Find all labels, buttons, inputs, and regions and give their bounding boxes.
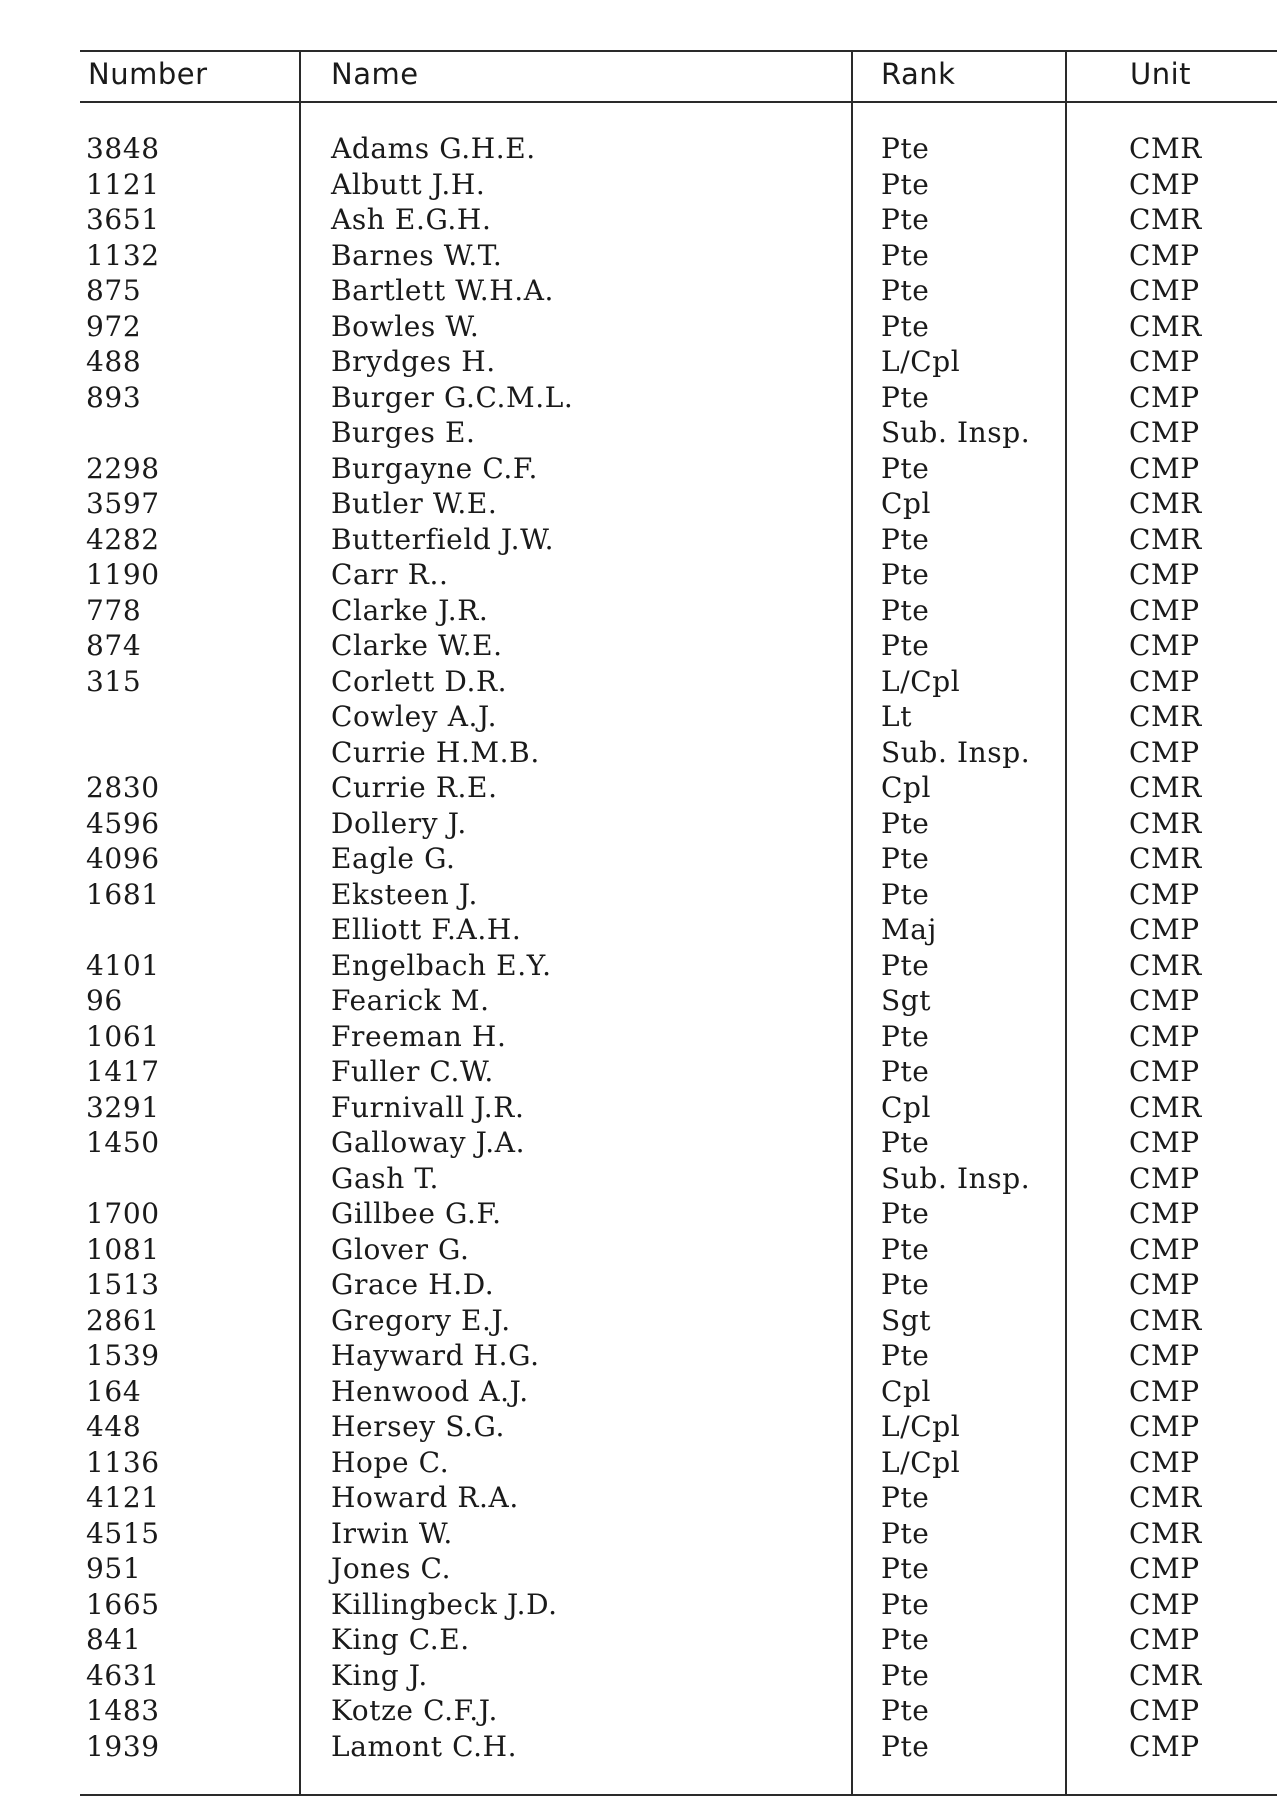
cell-rank: Pte [881,522,930,556]
cell-rank: Lt [881,700,913,733]
cell-name: Gregory E.J. [331,1303,511,1337]
cell-rank: L/Cpl [881,345,961,378]
cell-unit: CMP [1129,238,1200,272]
cell-rank: Pte [881,1729,930,1763]
cell-name: Furnivall J.R. [331,1090,525,1124]
cell-rank: Pte [881,238,930,272]
table-row [80,877,1277,913]
cell-rank: Pte [881,451,930,485]
cell-number: 1539 [86,1339,160,1372]
cell-unit: CMR [1129,132,1202,165]
cell-number: 4101 [86,948,160,982]
table-row [80,451,1277,487]
cell-rank: Pte [881,1481,930,1514]
cell-rank: Cpl [881,487,932,520]
cell-rank: Cpl [881,1374,932,1408]
table-row [80,131,1277,167]
cell-rank: Pte [881,132,930,165]
cell-number: 951 [86,1552,142,1585]
cell-unit: CMP [1129,1729,1200,1763]
cell-unit: CMR [1129,1481,1202,1514]
cell-number: 96 [86,984,123,1017]
table-header-rule [80,101,1277,103]
table-top-rule [80,50,1277,52]
cell-unit: CMR [1129,700,1202,733]
cell-number: 3848 [86,132,160,165]
table-row [80,1693,1277,1729]
cell-number: 841 [86,1623,142,1656]
cell-unit: CMP [1129,1161,1200,1195]
cell-rank: Maj [881,913,937,946]
cell-rank: Pte [881,1019,930,1053]
cell-rank: Pte [881,274,930,307]
cell-number: 1700 [86,1197,160,1230]
cell-unit: CMP [1129,380,1200,414]
table-row [80,167,1277,203]
cell-number: 2861 [86,1303,160,1337]
roll-table [80,50,1277,1795]
cell-unit: CMP [1129,558,1200,591]
cell-name: Glover G. [331,1232,470,1266]
table-row [80,1303,1277,1339]
cell-rank: Pte [881,948,930,982]
cell-number: 1132 [86,238,160,272]
cell-rank: Pte [881,380,930,414]
cell-name: King C.E. [331,1623,470,1656]
cell-unit: CMP [1129,416,1200,449]
cell-number: 1121 [86,167,160,201]
table-row [80,380,1277,416]
cell-unit: CMP [1129,984,1200,1017]
column-header-number: Number [88,57,208,91]
cell-number: 2830 [86,771,160,804]
cell-rank: Pte [881,1658,930,1692]
table-row [80,1480,1277,1516]
cell-number: 1450 [86,1126,160,1159]
cell-number: 1136 [86,1445,160,1479]
cell-number: 1483 [86,1694,160,1727]
cell-name: Brydges H. [331,345,496,378]
cell-unit: CMR [1129,1090,1202,1124]
table-row [80,1658,1277,1694]
table-row [80,1054,1277,1090]
cell-rank: Sgt [881,1303,932,1337]
cell-unit: CMP [1129,345,1200,378]
cell-name: Ash E.G.H. [331,203,492,236]
table-row [80,273,1277,309]
cell-unit: CMR [1129,842,1202,875]
cell-name: Clarke J.R. [331,593,489,627]
cell-unit: CMP [1129,1268,1200,1301]
table-row [80,1196,1277,1232]
cell-unit: CMP [1129,1197,1200,1230]
table-row [80,238,1277,274]
cell-name: King J. [331,1658,428,1692]
cell-rank: Pte [881,309,930,343]
cell-number: 1417 [86,1055,160,1088]
cell-name: Dollery J. [331,806,467,840]
cell-name: Cowley A.J. [331,700,498,733]
table-row [80,344,1277,380]
cell-number: 1061 [86,1019,160,1053]
cell-unit: CMP [1129,1232,1200,1266]
table-row [80,1161,1277,1197]
cell-rank: Pte [881,1587,930,1621]
table-row [80,770,1277,806]
cell-name: Barnes W.T. [331,238,503,272]
cell-rank: Pte [881,1126,930,1159]
cell-name: Burges E. [331,416,476,449]
cell-number: 448 [86,1410,142,1443]
column-header-rank: Rank [881,57,956,91]
cell-rank: Pte [881,1197,930,1230]
table-row [80,699,1277,735]
cell-unit: CMR [1129,1658,1202,1692]
cell-name: Jones C. [331,1552,452,1585]
cell-unit: CMP [1129,1339,1200,1372]
cell-rank: Cpl [881,771,932,804]
table-row [80,664,1277,700]
cell-unit: CMP [1129,629,1200,662]
table-row [80,1409,1277,1445]
cell-number: 1665 [86,1587,160,1621]
cell-unit: CMR [1129,487,1202,520]
cell-name: Engelbach E.Y. [331,948,552,982]
table-row [80,1267,1277,1303]
cell-name: Howard R.A. [331,1481,519,1514]
cell-rank: Pte [881,593,930,627]
cell-rank: L/Cpl [881,1410,961,1443]
cell-rank: Sgt [881,984,932,1017]
cell-unit: CMR [1129,1303,1202,1337]
table-row [80,912,1277,948]
cell-unit: CMR [1129,948,1202,982]
table-row [80,1125,1277,1161]
cell-name: Grace H.D. [331,1268,495,1301]
table-row [80,522,1277,558]
table-row [80,1019,1277,1055]
cell-rank: Cpl [881,1090,932,1124]
cell-unit: CMR [1129,806,1202,840]
cell-rank: Pte [881,1694,930,1727]
cell-unit: CMP [1129,1587,1200,1621]
table-row [80,1090,1277,1126]
cell-rank: Sub. Insp. [881,416,1031,449]
cell-rank: Pte [881,203,930,236]
cell-name: Fuller C.W. [331,1055,494,1088]
cell-unit: CMR [1129,522,1202,556]
cell-name: Bartlett W.H.A. [331,274,555,307]
cell-unit: CMP [1129,451,1200,485]
cell-rank: Pte [881,1268,930,1301]
cell-rank: Pte [881,1552,930,1585]
cell-rank: Pte [881,629,930,662]
cell-number: 4282 [86,522,160,556]
cell-unit: CMR [1129,1516,1202,1550]
table-row [80,735,1277,771]
cell-unit: CMP [1129,735,1200,769]
cell-name: Irwin W. [331,1516,453,1550]
cell-name: Galloway J.A. [331,1126,526,1159]
cell-rank: L/Cpl [881,1445,961,1479]
cell-number: 875 [86,274,142,307]
cell-name: Henwood A.J. [331,1374,529,1408]
cell-unit: CMP [1129,1374,1200,1408]
cell-rank: Pte [881,842,930,875]
cell-number: 778 [86,593,142,627]
cell-rank: Pte [881,558,930,591]
cell-number: 1513 [86,1268,160,1301]
cell-number: 3651 [86,203,160,236]
cell-rank: Pte [881,877,930,911]
cell-name: Eagle G. [331,842,456,875]
cell-number: 164 [86,1374,142,1408]
table-row [80,486,1277,522]
table-row [80,1587,1277,1623]
cell-number: 4121 [86,1481,160,1514]
cell-rank: Pte [881,1339,930,1372]
table-row [80,1551,1277,1587]
cell-name: Currie H.M.B. [331,735,540,769]
cell-name: Butler W.E. [331,487,498,520]
cell-name: Currie R.E. [331,771,498,804]
cell-name: Corlett D.R. [331,664,508,698]
cell-rank: Sub. Insp. [881,735,1031,769]
table-row [80,202,1277,238]
cell-unit: CMP [1129,167,1200,201]
cell-number: 874 [86,629,142,662]
table-row [80,806,1277,842]
cell-unit: CMP [1129,1445,1200,1479]
cell-number: 315 [86,664,142,698]
cell-unit: CMP [1129,877,1200,911]
cell-name: Fearick M. [331,984,490,1017]
cell-name: Eksteen J. [331,877,479,911]
cell-unit: CMP [1129,1055,1200,1088]
cell-number: 2298 [86,451,160,485]
cell-unit: CMP [1129,1552,1200,1585]
cell-unit: CMP [1129,593,1200,627]
table-body [80,131,1277,1764]
cell-rank: Sub. Insp. [881,1161,1031,1195]
cell-name: Gillbee G.F. [331,1197,502,1230]
cell-number: 488 [86,345,142,378]
cell-unit: CMP [1129,1623,1200,1656]
cell-name: Hayward H.G. [331,1339,540,1372]
cell-name: Albutt J.H. [331,167,486,201]
cell-number: 3597 [86,487,160,520]
column-header-unit: Unit [1130,57,1192,91]
cell-number: 1081 [86,1232,160,1266]
table-bottom-rule [80,1794,1277,1796]
cell-name: Burgayne C.F. [331,451,539,485]
table-row [80,983,1277,1019]
cell-rank: Pte [881,1623,930,1656]
table-row [80,948,1277,984]
cell-unit: CMP [1129,1410,1200,1443]
cell-name: Butterfield J.W. [331,522,555,556]
table-row [80,309,1277,345]
cell-name: Kotze C.F.J. [331,1694,498,1727]
cell-name: Burger G.C.M.L. [331,380,574,414]
table-row [80,628,1277,664]
table-row [80,415,1277,451]
cell-rank: Pte [881,806,930,840]
cell-unit: CMP [1129,1019,1200,1053]
table-row [80,1445,1277,1481]
cell-number: 1681 [86,877,160,911]
table-row [80,841,1277,877]
cell-rank: Pte [881,1055,930,1088]
column-header-name: Name [331,57,419,91]
table-row [80,557,1277,593]
cell-name: Elliott F.A.H. [331,913,522,946]
cell-name: Carr R.. [331,558,449,591]
cell-number: 4631 [86,1658,160,1692]
cell-name: Killingbeck J.D. [331,1587,558,1621]
cell-unit: CMP [1129,664,1200,698]
cell-unit: CMP [1129,274,1200,307]
cell-number: 893 [86,380,142,414]
table-row [80,1516,1277,1552]
cell-unit: CMR [1129,771,1202,804]
cell-number: 1939 [86,1729,160,1763]
cell-name: Lamont C.H. [331,1729,518,1763]
cell-unit: CMP [1129,1694,1200,1727]
cell-name: Bowles W. [331,309,480,343]
cell-rank: Pte [881,1516,930,1550]
cell-number: 972 [86,309,142,343]
cell-rank: Pte [881,1232,930,1266]
table-row [80,1338,1277,1374]
table-row [80,1622,1277,1658]
cell-number: 3291 [86,1090,160,1124]
cell-rank: Pte [881,167,930,201]
cell-number: 4596 [86,806,160,840]
cell-number: 4096 [86,842,160,875]
cell-name: Adams G.H.E. [331,132,536,165]
cell-unit: CMR [1129,309,1202,343]
cell-number: 1190 [86,558,160,591]
cell-name: Hersey S.G. [331,1410,505,1443]
table-row [80,593,1277,629]
cell-name: Gash T. [331,1161,440,1195]
cell-name: Hope C. [331,1445,450,1479]
cell-name: Clarke W.E. [331,629,503,662]
cell-number: 4515 [86,1516,160,1550]
table-row [80,1232,1277,1268]
table-row [80,1729,1277,1765]
cell-unit: CMP [1129,913,1200,946]
cell-rank: L/Cpl [881,664,961,698]
cell-unit: CMP [1129,1126,1200,1159]
table-row [80,1374,1277,1410]
cell-name: Freeman H. [331,1019,507,1053]
cell-unit: CMR [1129,203,1202,236]
